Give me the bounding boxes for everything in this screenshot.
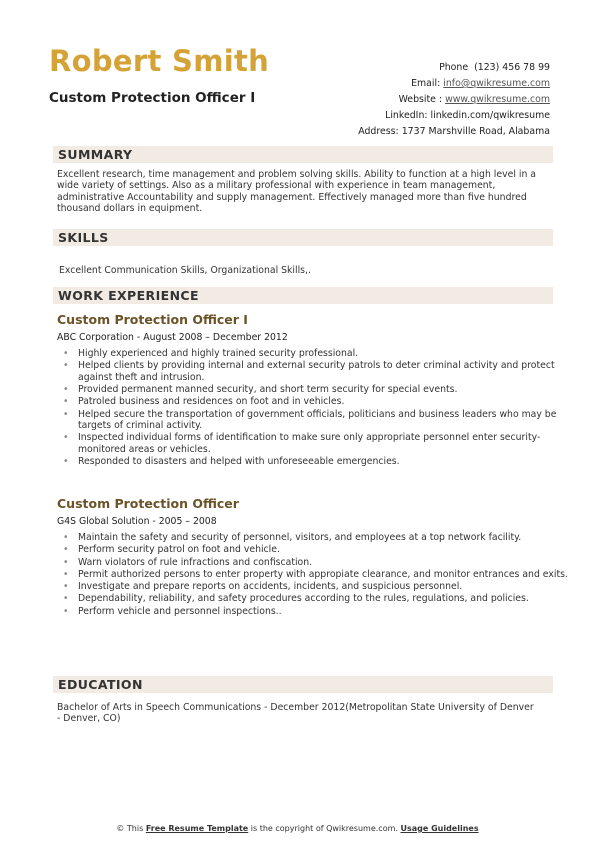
list-item: • Provided permanent manned security, and short term security for special events. [78, 384, 568, 395]
footer-prefix: © This [116, 824, 144, 833]
contact-website [358, 92, 550, 108]
contact-linkedin [358, 108, 550, 124]
job-meta-2: G4S Global Solution - 2005 – 2008 [57, 516, 217, 527]
list-item: • Warn violators of rule infractions and confiscation. [78, 557, 568, 568]
summary-text: Excellent research, time management and problem solving skills. Ability to function at a high level in a wide variety of settings. Also as a military professional with experience in team management, administrative Accountability and supply management. Effectively managed more than five hundred thousand dollars in equipment. [57, 169, 536, 215]
education-section-header [53, 676, 553, 693]
email-link[interactable]: info@qwikresume.com [443, 78, 550, 89]
website-label: Website : [398, 94, 443, 105]
list-item: • Responded to disasters and helped with unforeseeable emergencies. [78, 456, 568, 467]
candidate-title: Custom Protection Officer I [49, 90, 256, 106]
footer-middle: is the copyright of Qwikresume.com. [250, 824, 398, 833]
address-label: Address: [358, 126, 399, 137]
address-value: 1737 Marshville Road, Alabama [401, 126, 550, 137]
list-item: • Highly experienced and highly trained security professional. [78, 348, 568, 359]
email-label: Email: [411, 78, 441, 89]
free-resume-template-link[interactable]: Free Resume Template [145, 824, 249, 833]
skills-text: Excellent Communication Skills, Organizational Skills,. [59, 265, 311, 276]
linkedin-label: LinkedIn: [385, 110, 428, 121]
summary-heading: SUMMARY [58, 147, 133, 162]
experience-section-header [53, 287, 553, 304]
list-item: • Perform security patrol on foot and vehicle. [78, 544, 568, 555]
summary-section-header [53, 146, 553, 163]
list-item: • Patroled business and residences on foot and in vehicles. [78, 396, 568, 407]
list-item: • Dependability, reliability, and safety procedures according to the rules, regulations, and policies. [78, 593, 568, 604]
list-item: • Helped secure the transportation of government officials, politicians and business leaders who may be targets of criminal activity. [78, 409, 568, 432]
page-footer [0, 824, 595, 833]
job-title-1: Custom Protection Officer I [57, 312, 248, 327]
contact-address [358, 124, 550, 140]
website-link[interactable]: www.qwikresume.com [445, 94, 550, 105]
phone-value: (123) 456 78 99 [474, 62, 550, 73]
skills-section-header [53, 229, 553, 246]
job-meta-1: ABC Corporation - August 2008 – December 2012 [57, 332, 288, 343]
education-heading: EDUCATION [58, 677, 143, 692]
education-text: Bachelor of Arts in Speech Communications - December 2012(Metropolitan State University of Denver - Denver, CO) [57, 702, 534, 725]
list-item: • Inspected individual forms of identification to make sure only appropriate personnel enter security-monitored areas or vehicles. [78, 432, 568, 455]
contact-phone [358, 60, 550, 76]
phone-label: Phone [439, 62, 469, 73]
candidate-name: Robert Smith [49, 44, 270, 78]
list-item: • Maintain the safety and security of personnel, visitors, and employees at a top network facility. [78, 532, 568, 543]
experience-heading: WORK EXPERIENCE [58, 288, 199, 303]
list-item: • Perform vehicle and personnel inspections.. [78, 606, 568, 617]
list-item: • Helped clients by providing internal and external security patrols to deter criminal activity and protect against theft and intrusion. [78, 360, 568, 383]
skills-heading: SKILLS [58, 230, 109, 245]
contact-block [358, 60, 550, 140]
list-item: • Investigate and prepare reports on accidents, incidents, and suspicious personnel. [78, 581, 568, 592]
usage-guidelines-link[interactable]: Usage Guidelines [400, 824, 479, 833]
job-bullets-2 [63, 532, 568, 618]
contact-email [358, 76, 550, 92]
list-item: • Permit authorized persons to enter property with appropiate clearance, and monitor entrances and exits. [78, 569, 568, 580]
linkedin-value: linkedin.com/qwikresume [430, 110, 550, 121]
job-bullets-1 [63, 348, 568, 468]
job-title-2: Custom Protection Officer [57, 496, 239, 511]
